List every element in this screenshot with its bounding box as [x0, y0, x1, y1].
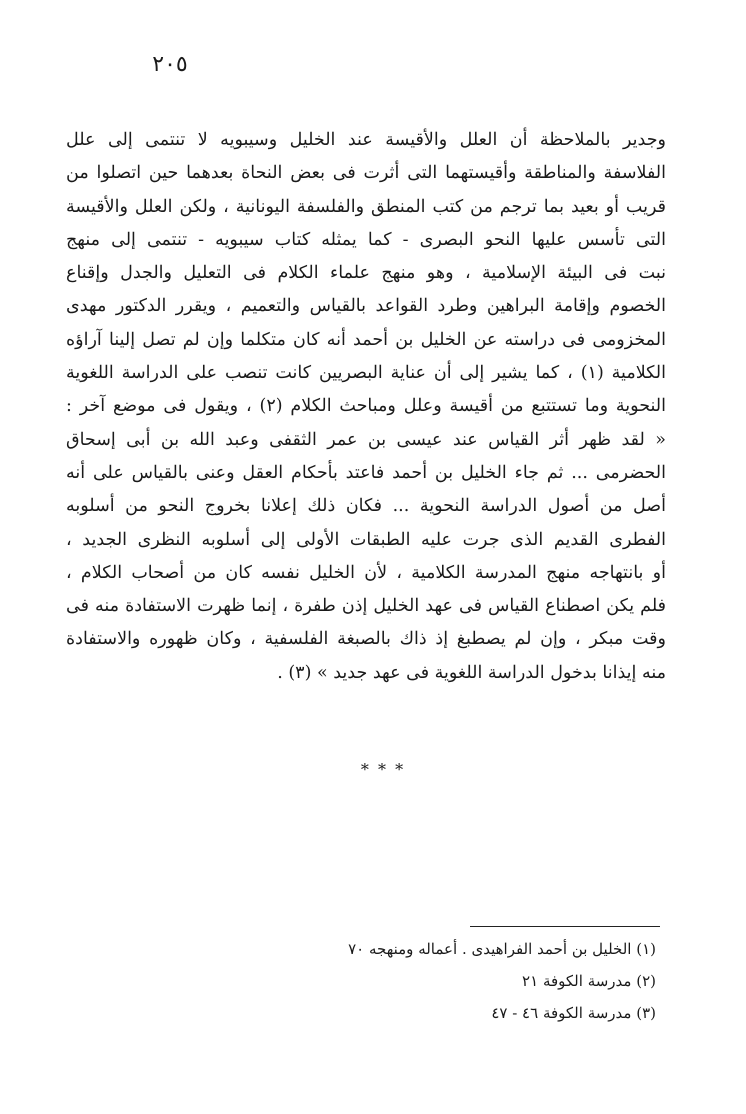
text-line: وقت مبكر ، وإن لم يصطبغ إذ ذاك بالصبغة الفلسفية ، وكان ظهوره والاستفادة	[66, 629, 666, 650]
text-line: الكلامية (١) ، كما يشير إلى أن عناية البصريين كانت تنصب على الدراسة اللغوية	[66, 363, 666, 384]
footnote-1: (١) الخليل بن أحمد الفراهيدى . أعماله ومنهجه ٧٠	[348, 940, 656, 958]
text-line: التى تأسس عليها النحو البصرى - كما يمثله كتاب سيبويه - تنتمى إلى منهج	[66, 229, 666, 250]
text-line: الحضرمى ... ثم جاء الخليل بن أحمد فاعتد بأحكام العقل وعنى بالقياس على أنه	[66, 462, 666, 483]
footnote-2: (٢) مدرسة الكوفة ٢١	[522, 972, 656, 990]
text-line: « لقد ظهر أثر القياس عند عيسى بن عمر الثقفى وعبد الله بن أبى إسحاق	[66, 429, 666, 450]
text-line: النحوية وما تستتبع من أقيسة وعلل ومباحث الكلام (٢) ، ويقول فى موضع آخر :	[66, 396, 666, 417]
footnote-divider	[470, 926, 660, 927]
text-line: الخصوم وإقامة البراهين وطرد القواعد بالقياس والتعميم ، ويقرر الدكتور مهدى	[66, 296, 666, 317]
text-line: أو بانتهاجه منهج المدرسة الكلامية ، لأن الخليل نفسه كان من أصحاب الكلام ،	[66, 562, 666, 583]
body-paragraph	[66, 124, 666, 690]
text-line: منه إيذانا بدخول الدراسة اللغوية فى عهد جديد » (٣) .	[277, 662, 666, 683]
text-line: الفلاسفة والمناطقة وأقيستهما التى أثرت فى بعض النحاة بعدهما حين اتصلوا من	[66, 163, 666, 184]
section-separator: * * *	[360, 760, 406, 779]
text-line: الفطرى القديم الذى جرت عليه الطبقات الأولى إلى أسلوبه النظرى الجديد ،	[66, 529, 666, 550]
footnotes	[300, 933, 656, 1029]
text-line: نبت فى البيئة الإسلامية ، وهو منهج علماء الكلام فى التعليل والجدل وإقناع	[66, 263, 666, 284]
page-number: ٢٠٥	[152, 52, 188, 77]
text-line: المخزومى فى دراسته عن الخليل بن أحمد أنه كان متكلما وإن لم تصل إلينا آراؤه	[66, 329, 666, 350]
footnote-3: (٣) مدرسة الكوفة ٤٦ - ٤٧	[491, 1004, 656, 1022]
text-line: أصل من أصول الدراسة النحوية ... فكان ذلك إعلانا بخروج النحو من أسلوبه	[66, 496, 666, 517]
text-line: قريب أو بعيد بما ترجم من كتب المنطق والفلسفة اليونانية ، ولكن العلل والأقيسة	[66, 196, 666, 217]
text-line: وجدير بالملاحظة أن العلل والأقيسة عند الخليل وسيبويه لا تنتمى إلى علل	[66, 130, 666, 150]
text-line: فلم يكن اصطناع القياس فى عهد الخليل إذن طفرة ، إنما ظهرت الاستفادة منه فى	[66, 596, 666, 617]
